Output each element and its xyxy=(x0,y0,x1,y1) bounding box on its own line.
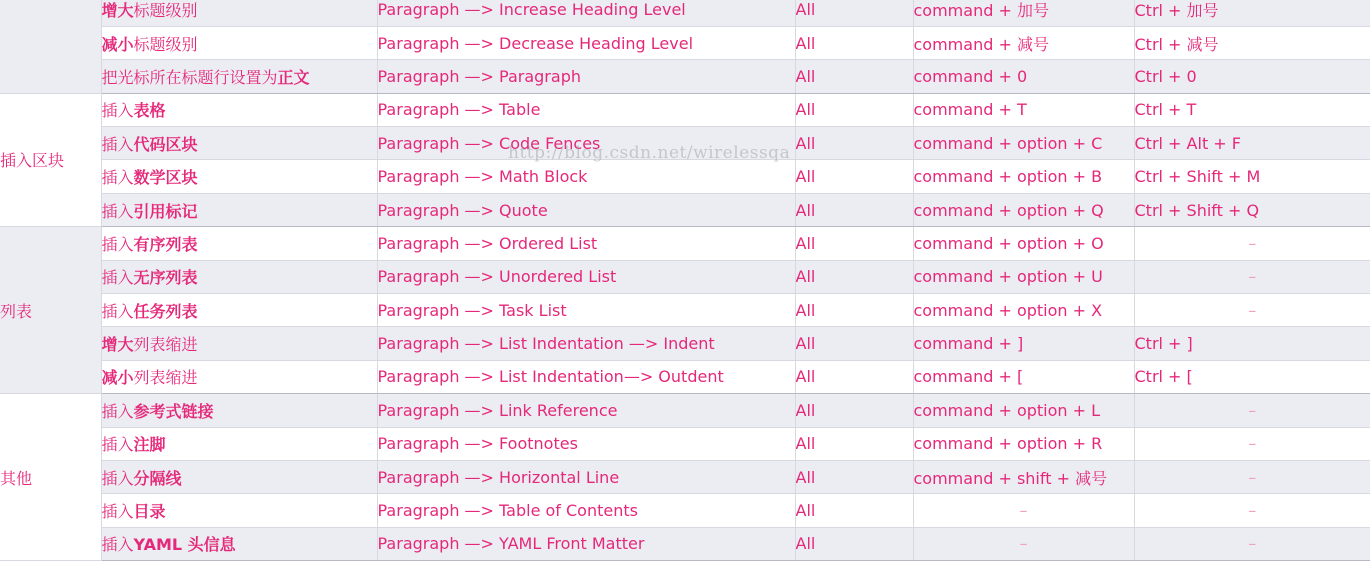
description-text: 列表缩进 xyxy=(133,368,198,388)
win-shortcut-cell: – xyxy=(1134,494,1370,527)
description-cell xyxy=(101,127,377,160)
menu-path-cell: Paragraph —> Table of Contents xyxy=(377,494,795,527)
description-text: 插入 xyxy=(101,201,134,221)
description-emphasis: 有序列表 xyxy=(133,234,198,254)
description-cell xyxy=(101,294,377,327)
description-text: 插入 xyxy=(101,268,134,288)
watermark: http://blog.csdn.net/wirelessqa xyxy=(508,143,791,163)
mac-shortcut-cell: command + option + R xyxy=(913,427,1134,460)
menu-path-cell: Paragraph —> Ordered List xyxy=(377,227,795,260)
win-shortcut-cell: Ctrl + Alt + F xyxy=(1134,127,1370,160)
table-row xyxy=(0,394,1370,427)
win-shortcut-cell: Ctrl + T xyxy=(1134,93,1370,126)
description-emphasis: 注脚 xyxy=(133,435,166,455)
description-text: 插入 xyxy=(101,134,134,154)
scope-cell: All xyxy=(795,60,913,93)
description-cell xyxy=(101,260,377,293)
menu-path-cell: Paragraph —> Unordered List xyxy=(377,260,795,293)
description-text: 插入 xyxy=(101,234,134,254)
mac-shortcut-cell: – xyxy=(913,527,1134,560)
description-text: 把光标所在标题行设置为 xyxy=(101,67,278,87)
table-row xyxy=(0,327,1370,360)
menu-path-cell: Paragraph —> Paragraph xyxy=(377,60,795,93)
description-cell xyxy=(101,227,377,260)
description-emphasis: 减小 xyxy=(101,34,134,54)
scope-cell: All xyxy=(795,527,913,560)
description-emphasis: 减小 xyxy=(101,368,134,388)
table-row xyxy=(0,160,1370,193)
win-shortcut-cell: Ctrl + [ xyxy=(1134,360,1370,393)
description-text: 标题级别 xyxy=(133,34,198,54)
menu-path-cell: Paragraph —> Table xyxy=(377,93,795,126)
menu-path-cell: Paragraph —> Link Reference xyxy=(377,394,795,427)
table-row xyxy=(0,494,1370,527)
scope-cell: All xyxy=(795,394,913,427)
win-shortcut-cell: – xyxy=(1134,460,1370,493)
description-emphasis: 正文 xyxy=(277,67,310,87)
description-text: 列表缩进 xyxy=(133,335,198,355)
description-emphasis: 任务列表 xyxy=(133,301,198,321)
win-shortcut-cell: Ctrl + 减号 xyxy=(1134,26,1370,59)
mac-shortcut-cell: command + option + X xyxy=(913,294,1134,327)
menu-path-cell: Paragraph —> List Indentation—> Outdent xyxy=(377,360,795,393)
table-row xyxy=(0,93,1370,126)
mac-shortcut-cell: – xyxy=(913,494,1134,527)
description-text: 插入 xyxy=(101,168,134,188)
description-emphasis: 引用标记 xyxy=(133,201,198,221)
menu-path-cell: Paragraph —> Increase Heading Level xyxy=(377,0,795,26)
description-text: 插入 xyxy=(101,468,134,488)
win-shortcut-cell: – xyxy=(1134,394,1370,427)
table-row xyxy=(0,193,1370,226)
scope-cell: All xyxy=(795,227,913,260)
mac-shortcut-cell: command + option + Q xyxy=(913,193,1134,226)
category-cell: 插入区块 xyxy=(0,93,101,227)
description-emphasis: 表格 xyxy=(133,101,166,121)
description-cell xyxy=(101,427,377,460)
description-emphasis: 分隔线 xyxy=(133,468,182,488)
description-cell xyxy=(101,26,377,59)
scope-cell: All xyxy=(795,427,913,460)
description-text: 插入 xyxy=(101,435,134,455)
category-cell: 其他 xyxy=(0,394,101,561)
description-cell xyxy=(101,360,377,393)
description-emphasis: 增大 xyxy=(101,0,134,20)
menu-path-cell: Paragraph —> Task List xyxy=(377,294,795,327)
table-row xyxy=(0,127,1370,160)
description-cell xyxy=(101,193,377,226)
menu-path-cell: Paragraph —> List Indentation —> Indent xyxy=(377,327,795,360)
menu-path-cell: Paragraph —> Decrease Heading Level xyxy=(377,26,795,59)
menu-path-cell: Paragraph —> Code Fences xyxy=(377,127,795,160)
table-row xyxy=(0,527,1370,560)
description-text: 插入 xyxy=(101,301,134,321)
scope-cell: All xyxy=(795,294,913,327)
win-shortcut-cell: – xyxy=(1134,527,1370,560)
scope-cell: All xyxy=(795,460,913,493)
mac-shortcut-cell: command + option + U xyxy=(913,260,1134,293)
scope-cell: All xyxy=(795,193,913,226)
table-row xyxy=(0,427,1370,460)
menu-path-cell: Paragraph —> Math Block xyxy=(377,160,795,193)
menu-path-cell: Paragraph —> Horizontal Line xyxy=(377,460,795,493)
win-shortcut-cell: – xyxy=(1134,260,1370,293)
description-cell xyxy=(101,93,377,126)
description-text: 插入 xyxy=(101,535,134,555)
menu-path-cell: Paragraph —> Footnotes xyxy=(377,427,795,460)
table-row xyxy=(0,260,1370,293)
description-emphasis: YAML 头信息 xyxy=(133,535,236,555)
mac-shortcut-cell: command + T xyxy=(913,93,1134,126)
table-row xyxy=(0,460,1370,493)
mac-shortcut-cell: command + 加号 xyxy=(913,0,1134,26)
win-shortcut-cell: Ctrl + 0 xyxy=(1134,60,1370,93)
win-shortcut-cell: – xyxy=(1134,227,1370,260)
scope-cell: All xyxy=(795,494,913,527)
description-cell xyxy=(101,327,377,360)
description-cell xyxy=(101,494,377,527)
description-text: 标题级别 xyxy=(133,0,198,20)
scope-cell: All xyxy=(795,93,913,126)
table-row xyxy=(0,294,1370,327)
description-cell xyxy=(101,394,377,427)
mac-shortcut-cell: command + option + B xyxy=(913,160,1134,193)
scope-cell: All xyxy=(795,26,913,59)
scope-cell: All xyxy=(795,260,913,293)
win-shortcut-cell: – xyxy=(1134,427,1370,460)
scope-cell: All xyxy=(795,360,913,393)
mac-shortcut-cell: command + 0 xyxy=(913,60,1134,93)
mac-shortcut-cell: command + shift + 减号 xyxy=(913,460,1134,493)
description-cell xyxy=(101,60,377,93)
description-text: 插入 xyxy=(101,502,134,522)
category-cell: 列表 xyxy=(0,227,101,394)
table-row xyxy=(0,0,1370,26)
scope-cell: All xyxy=(795,160,913,193)
mac-shortcut-cell: command + option + O xyxy=(913,227,1134,260)
description-emphasis: 代码区块 xyxy=(133,134,198,154)
mac-shortcut-cell: command + ] xyxy=(913,327,1134,360)
description-emphasis: 参考式链接 xyxy=(133,401,214,421)
win-shortcut-cell: – xyxy=(1134,294,1370,327)
mac-shortcut-cell: command + option + L xyxy=(913,394,1134,427)
win-shortcut-cell: Ctrl + Shift + M xyxy=(1134,160,1370,193)
description-cell xyxy=(101,460,377,493)
mac-shortcut-cell: command + option + C xyxy=(913,127,1134,160)
description-text: 插入 xyxy=(101,101,134,121)
category-cell xyxy=(0,0,101,93)
win-shortcut-cell: Ctrl + ] xyxy=(1134,327,1370,360)
menu-path-cell: Paragraph —> Quote xyxy=(377,193,795,226)
mac-shortcut-cell: command + [ xyxy=(913,360,1134,393)
table-row xyxy=(0,360,1370,393)
table-row xyxy=(0,60,1370,93)
scope-cell: All xyxy=(795,327,913,360)
table-row xyxy=(0,26,1370,59)
table-row xyxy=(0,227,1370,260)
description-emphasis: 目录 xyxy=(133,502,166,522)
description-cell xyxy=(101,0,377,26)
description-emphasis: 数学区块 xyxy=(133,168,198,188)
win-shortcut-cell: Ctrl + 加号 xyxy=(1134,0,1370,26)
scope-cell: All xyxy=(795,0,913,26)
description-text: 插入 xyxy=(101,401,134,421)
win-shortcut-cell: Ctrl + Shift + Q xyxy=(1134,193,1370,226)
description-cell xyxy=(101,527,377,560)
description-cell xyxy=(101,160,377,193)
description-emphasis: 增大 xyxy=(101,335,134,355)
menu-path-cell: Paragraph —> YAML Front Matter xyxy=(377,527,795,560)
scope-cell: All xyxy=(795,127,913,160)
mac-shortcut-cell: command + 减号 xyxy=(913,26,1134,59)
description-emphasis: 无序列表 xyxy=(133,268,198,288)
